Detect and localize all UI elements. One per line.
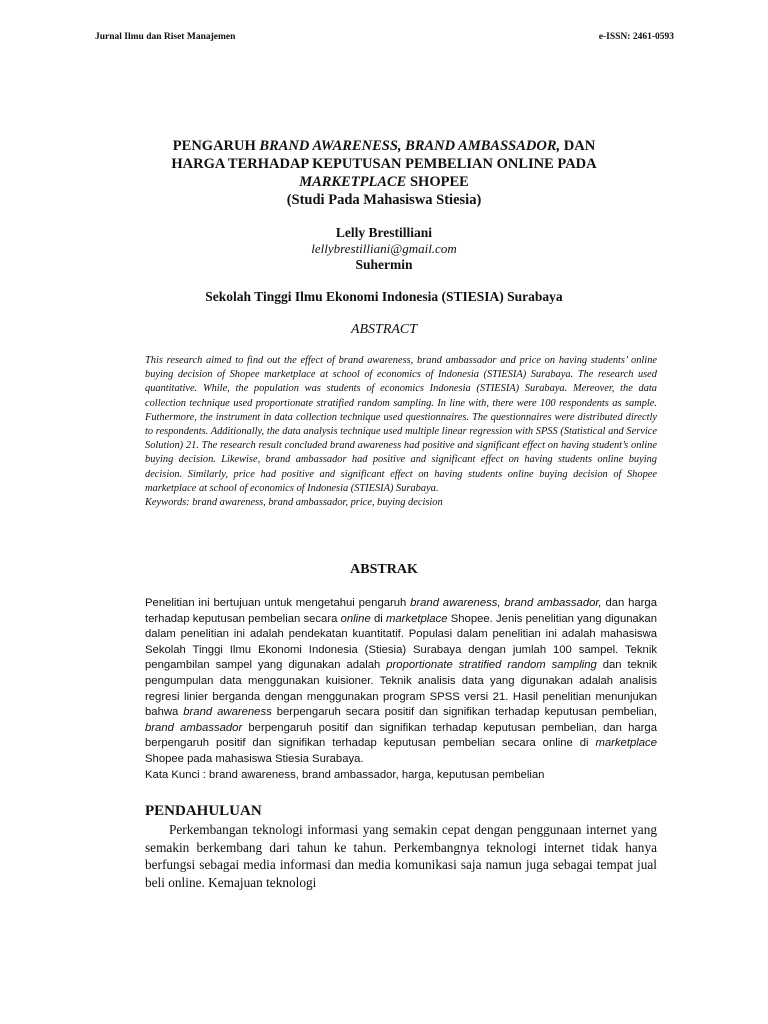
title-text-italic: MARKETPLACE	[299, 174, 407, 190]
abstrak-text: di	[370, 612, 386, 625]
title-text: SHOPEE	[406, 174, 469, 190]
abstrak-text-italic: online	[340, 612, 371, 625]
abstrak-text: Shopee pada mahasiswa Stiesia Surabaya.	[145, 752, 364, 765]
abstract-keywords: Keywords: brand awareness, brand ambassador, price, buying decision	[145, 497, 443, 509]
abstrak-text-italic: brand ambassador	[145, 721, 243, 734]
abstract-heading: ABSTRACT	[350, 322, 418, 337]
title-text-italic: BRAND AWARENESS, BRAND AMBASSADOR,	[259, 138, 561, 154]
abstrak-body	[145, 596, 657, 768]
abstrak-text: Penelitian ini bertujuan untuk mengetahui pengaruh	[145, 597, 411, 609]
issn: e-ISSN: 2461-0593	[598, 32, 674, 42]
abstrak-text: dan teknik pengumpulan data menggunakan kuisioner. Teknik analisis data yang digunakan adalah analisis regresi linier berganda dengan menggunakan program SPSS versi 21. Hasil penelitian menunjukan bahwa	[145, 659, 657, 719]
title-line-3	[120, 173, 648, 191]
abstrak-text: Shopee. Jenis penelitian yang digunakan dalam penelitian ini adalah pendekatan kuantitatif. Populasi dalam penelitian ini adalah mahasiswa Sekolah Tinggi Ilmu Ekonomi Indonesia (Stiesia) Surabaya dengan jumlah 100 sampel. Teknik pengambilan sampel yang digunakan adalah	[145, 612, 658, 672]
title-text: PENGARUH	[172, 138, 260, 154]
intro-paragraph: Perkembangan teknologi informasi yang semakin cepat dengan penggunaan internet yang semakin berkembang dari tahun ke tahun. Perkembangnya teknologi internet tidak hanya berfungsi sebagai media informasi dan media komunikasi saja namun juga sebagai tempat jual beli online. Kemajuan teknologi	[145, 822, 657, 890]
title-subtitle: (Studi Pada Mahasiswa Stiesia)	[286, 192, 482, 208]
abstrak-indonesian	[145, 596, 657, 783]
section-heading-pendahuluan: PENDAHULUAN	[145, 803, 262, 819]
abstrak-text-italic: marketplace	[595, 737, 657, 750]
abstrak-text-italic: proportionate stratified random sampling	[386, 659, 597, 672]
author-email: lellybrestilliani@gmail.com	[311, 241, 457, 256]
abstrak-text-italic: marketplace	[385, 612, 448, 625]
author-name: Lelly Brestilliani	[335, 225, 433, 240]
abstrak-heading: ABSTRAK	[350, 562, 418, 577]
author-name-2: Suhermin	[355, 257, 413, 272]
kata-kunci: Kata Kunci : brand awareness, brand ambassador, harga, keputusan pembelian	[145, 768, 545, 781]
title-line-2: HARGA TERHADAP KEPUTUSAN PEMBELIAN ONLINE PADA	[171, 156, 597, 172]
title-text: DAN	[560, 138, 596, 154]
abstrak-text: berpengaruh secara positif dan signifikan terhadap keputusan pembelian,	[271, 706, 657, 719]
abstrak-text: dan harga terhadap keputusan pembelian secara	[145, 597, 657, 625]
abstrak-text: berpengaruh positif dan signifikan terhadap keputusan pembelian, dan harga berpengaruh positif dan signifikan terhadap keputusan pembelian secara online di	[145, 721, 657, 750]
title-line-1	[120, 137, 648, 155]
journal-name: Jurnal Ilmu dan Riset Manajemen	[95, 32, 236, 42]
affiliation: Sekolah Tinggi Ilmu Ekonomi Indonesia (STIESIA) Surabaya	[205, 289, 563, 304]
abstract-body: This research aimed to find out the effect of brand awareness, brand ambassador and price on having students’ online buying decision of Shopee marketplace at school of economics of Indonesia (STIESIA) Surabaya. The research used quantitative. While, the population was students of economics Indonesia (STIESIA) Surabaya. Mereover, the data collection technique used proportionate stratified random sampling. In line with, there were 100 respondents as sample. Futhermore, the instrument in data collection technique used questionnaires. The questionnaires were distributed directly to respondents. Additionally, the data analysis technique used multiple linear regression with SPSS (Statistical and Service Solution) 21. The research result concluded brand awareness had positive and significant effect on having student’s online buying decision. Likewise, brand ambassador had positive and significant effect on having students online buying decision. Similarly, price had positive and significant effect on having students online buying decision of Shopee marketplace at school of economics of Indonesia (STIESIA) Surabaya.	[145, 355, 657, 494]
abstrak-text-italic: brand awareness	[183, 706, 272, 719]
paper-title	[120, 137, 648, 209]
abstrak-text-italic: brand awareness, brand ambassador,	[410, 597, 602, 609]
abstract-english	[145, 354, 657, 510]
